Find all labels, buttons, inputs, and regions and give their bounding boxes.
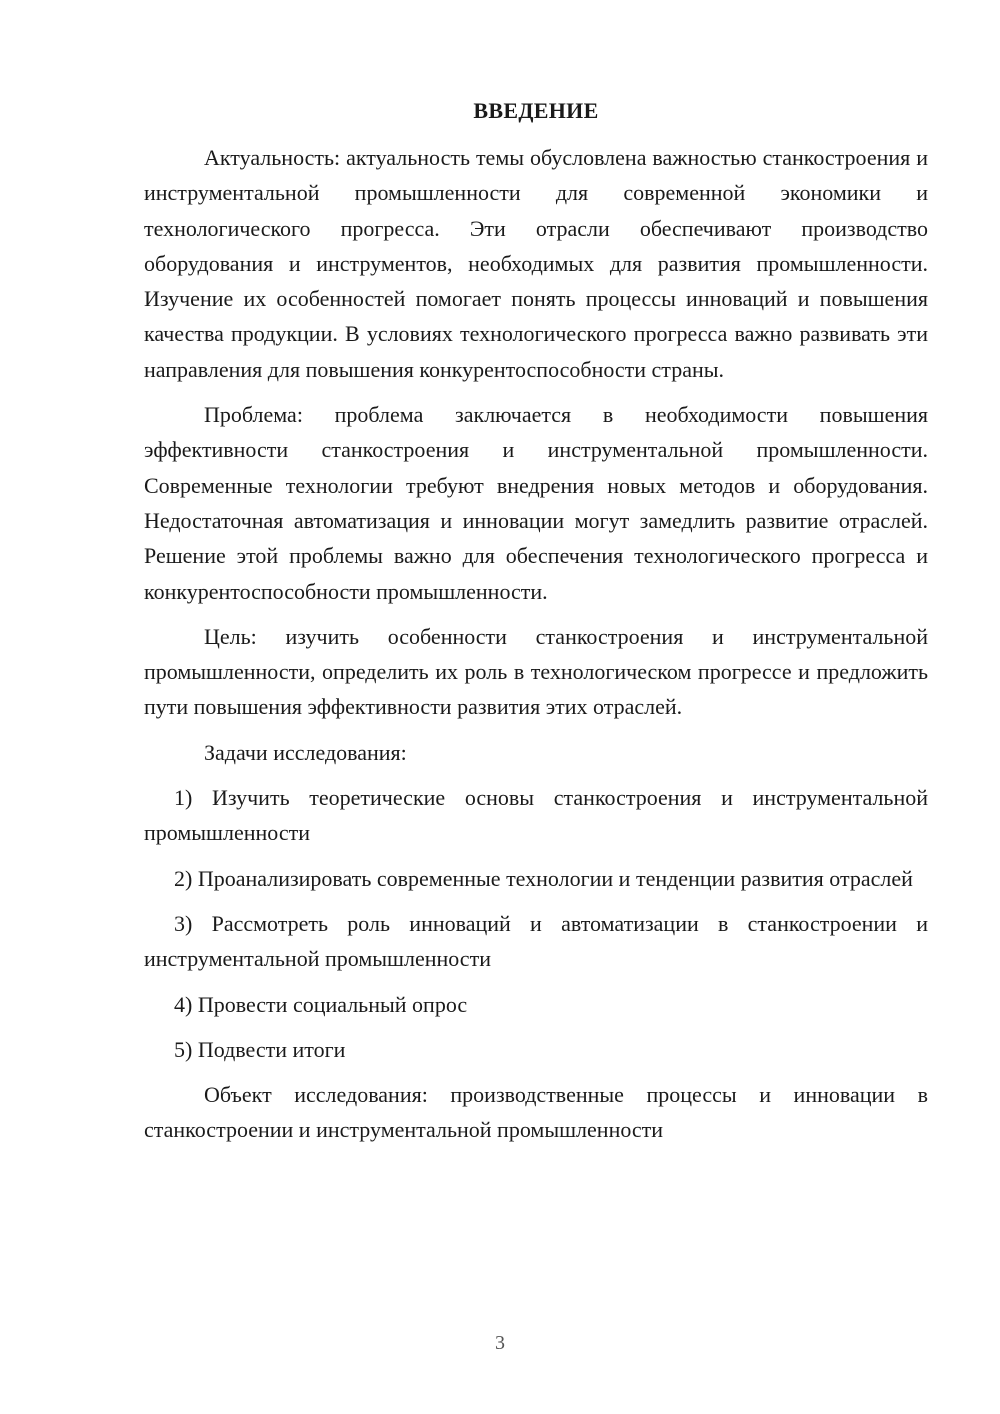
task-item: 1) Изучить теоретические основы станкостроения и инструментальной промышленности [144,785,928,846]
problem-paragraph: Проблема: проблема заключается в необходимости повышения эффективности станкостроения и инструментальной промышленности. Современные технологии требуют внедрения новых методов и оборудования. Недостаточная автоматизация и инновации могут замедлить развитие отраслей. Решение этой проблемы важно для обеспечения технологического прогресса и конкурентоспособности промышленности. [144,402,928,604]
task-item: 2) Проанализировать современные технологии и тенденции развития отраслей [174,865,913,891]
object-paragraph: Объект исследования: производственные процессы и инновации в станкостроении и инструментальной промышленности [144,1082,928,1143]
relevance-paragraph: Актуальность: актуальность темы обусловлена важностью станкостроения и инструментальной промышленности для современной экономики и технологического прогресса. Эти отрасли обеспечивают производство оборудования и инструментов, необходимых для развития промышленности. Изучение их особенностей помогает понять процессы инноваций и повышения качества продукции. В условиях технологического прогресса важно развивать эти направления для повышения конкурентоспособности страны. [144,145,928,382]
tasks-title: Задачи исследования: [204,739,407,765]
section-heading: ВВЕДЕНИЕ [473,98,599,123]
task-item: 5) Подвести итоги [174,1036,346,1062]
page-number: 3 [495,1332,505,1354]
tasks-list [144,780,928,1067]
task-item: 3) Рассмотреть роль инноваций и автоматизации в станкостроении и инструментальной промышленности [144,910,928,972]
page-content [144,96,928,1148]
task-item: 4) Провести социальный опрос [174,991,468,1017]
goal-paragraph: Цель: изучить особенности станкостроения и инструментальной промышленности, определить их роль в технологическом прогрессе и предложить пути повышения эффективности развития этих отраслей. [144,623,928,720]
